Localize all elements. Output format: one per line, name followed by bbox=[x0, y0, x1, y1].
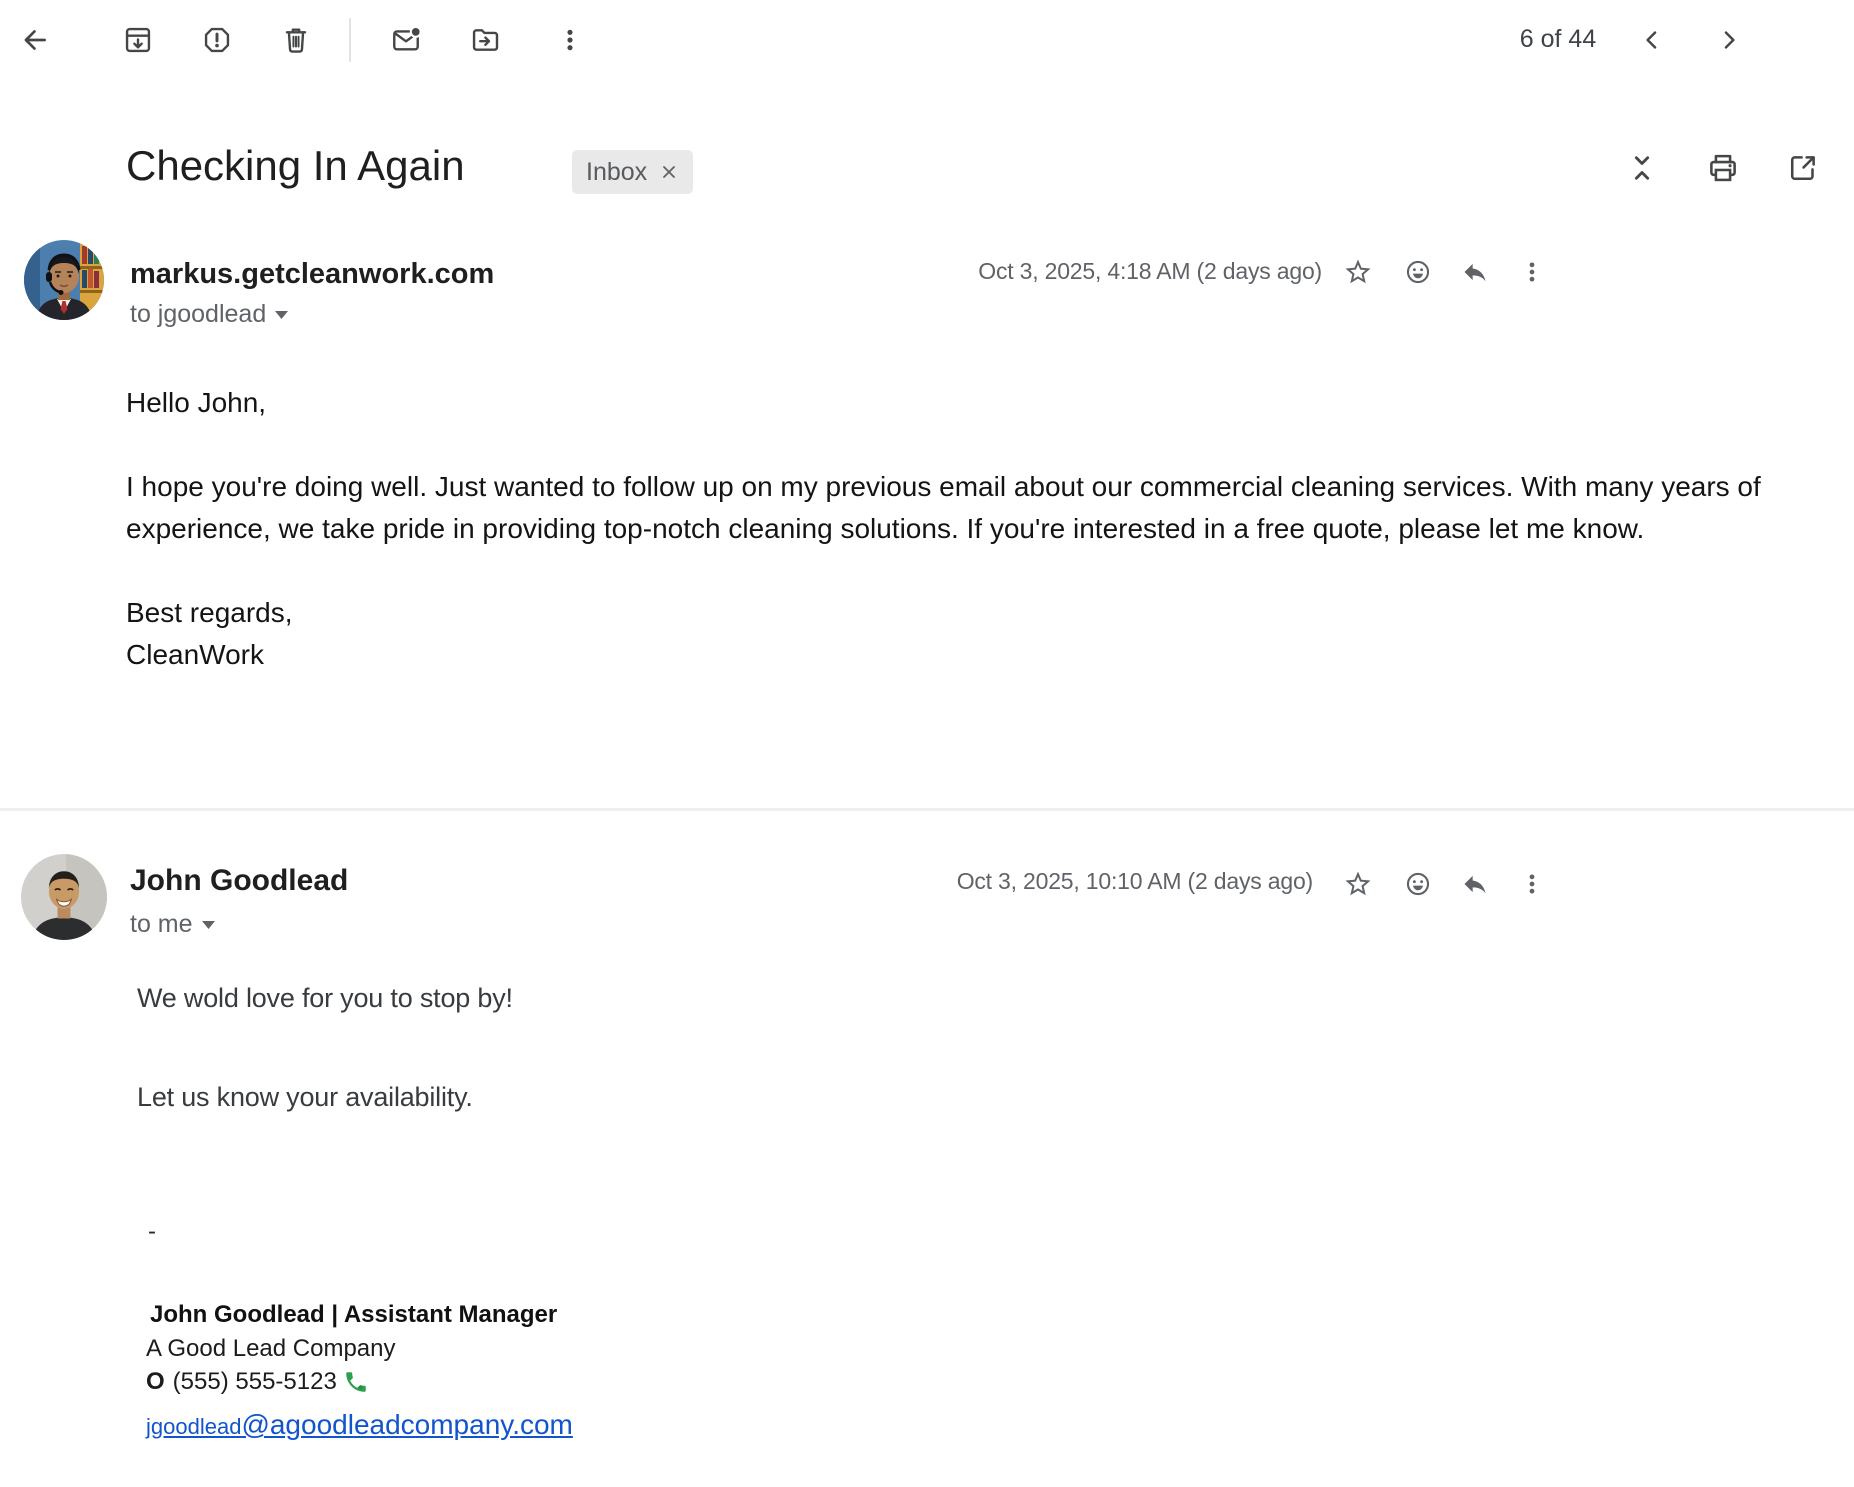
signature-email-link[interactable] bbox=[146, 1409, 573, 1441]
body-line: We wold love for you to stop by! bbox=[137, 983, 513, 1013]
reply-button[interactable] bbox=[1453, 862, 1497, 906]
delete-icon bbox=[280, 24, 312, 56]
toolbar-divider bbox=[349, 18, 351, 62]
report-spam-button[interactable] bbox=[193, 16, 241, 64]
recipient-details-toggle[interactable] bbox=[130, 300, 288, 329]
newer-conversation-button[interactable] bbox=[1628, 16, 1676, 64]
star-icon bbox=[1343, 257, 1373, 287]
signature-name-title: John Goodlead | Assistant Manager bbox=[150, 1301, 558, 1328]
signature-phone-number: (555) 555-5123 bbox=[172, 1368, 337, 1395]
message-date: Oct 3, 2025, 4:18 AM (2 days ago) bbox=[978, 258, 1322, 284]
inbox-label-chip[interactable] bbox=[572, 150, 693, 194]
signature-phone-line bbox=[146, 1365, 573, 1399]
thread-subject: Checking In Again bbox=[126, 142, 465, 189]
chevron-down-icon bbox=[202, 921, 215, 929]
chevron-left-icon bbox=[1639, 27, 1665, 53]
print-icon bbox=[1706, 151, 1740, 185]
move-to-button[interactable] bbox=[461, 16, 509, 64]
emoji-reaction-button[interactable] bbox=[1396, 250, 1440, 294]
email-user-part: jgoodlead bbox=[146, 1414, 242, 1439]
signature-block bbox=[146, 1298, 573, 1441]
body-paragraph: I hope you're doing well. Just wanted to follow up on my previous email about our commercial cleaning services. With many years of experience, we take pride in providing top-notch cleaning solutions. If you're interested in a free quote, please let me know. bbox=[126, 471, 1761, 544]
sender-avatar bbox=[21, 854, 107, 940]
message-body bbox=[137, 976, 513, 1119]
message-body bbox=[126, 382, 1774, 676]
phone-icon bbox=[343, 1369, 369, 1395]
signature-delimiter: - bbox=[148, 1218, 156, 1245]
star-icon bbox=[1343, 869, 1373, 899]
chevron-down-icon bbox=[275, 311, 288, 319]
emoji-reaction-icon bbox=[1404, 870, 1432, 898]
collapse-all-button[interactable] bbox=[1618, 144, 1666, 192]
signature-company: A Good Lead Company bbox=[146, 1335, 396, 1362]
inbox-label-text: Inbox bbox=[586, 157, 648, 186]
reply-icon bbox=[1461, 870, 1489, 898]
star-button[interactable] bbox=[1336, 250, 1380, 294]
email-domain-part: @agoodleadcompany.com bbox=[241, 1409, 573, 1440]
reply-icon bbox=[1461, 258, 1489, 286]
more-vert-icon bbox=[1519, 871, 1545, 897]
star-button[interactable] bbox=[1336, 862, 1380, 906]
emoji-reaction-icon bbox=[1404, 258, 1432, 286]
toolbar-more-button[interactable] bbox=[546, 16, 594, 64]
chevron-right-icon bbox=[1716, 27, 1742, 53]
message-more-button[interactable] bbox=[1510, 862, 1554, 906]
sender-avatar bbox=[24, 240, 104, 320]
body-line: Hello John, bbox=[126, 387, 267, 418]
back-button[interactable] bbox=[11, 16, 59, 64]
message-more-button[interactable] bbox=[1510, 250, 1554, 294]
report-spam-icon bbox=[201, 24, 233, 56]
collapse-all-icon bbox=[1625, 151, 1659, 185]
close-icon[interactable] bbox=[659, 162, 679, 182]
body-line: Best regards, bbox=[126, 597, 293, 628]
reply-button[interactable] bbox=[1453, 250, 1497, 294]
body-line: CleanWork bbox=[126, 639, 264, 670]
signature-phone-label: O bbox=[146, 1368, 165, 1395]
older-conversation-button[interactable] bbox=[1705, 16, 1753, 64]
print-button[interactable] bbox=[1699, 144, 1747, 192]
emoji-reaction-button[interactable] bbox=[1396, 862, 1440, 906]
archive-button[interactable] bbox=[114, 16, 162, 64]
back-icon bbox=[19, 24, 51, 56]
archive-icon bbox=[122, 24, 154, 56]
open-in-new-icon bbox=[1786, 151, 1820, 185]
recipient-line: to jgoodlead bbox=[130, 300, 267, 328]
message-date: Oct 3, 2025, 10:10 AM (2 days ago) bbox=[956, 868, 1313, 894]
mark-unread-icon bbox=[390, 24, 422, 56]
open-in-new-button[interactable] bbox=[1779, 144, 1827, 192]
more-vert-icon bbox=[556, 26, 584, 54]
more-vert-icon bbox=[1519, 259, 1545, 285]
recipient-details-toggle[interactable] bbox=[130, 910, 215, 939]
mark-unread-button[interactable] bbox=[382, 16, 430, 64]
message-sender: markus.getcleanwork.com bbox=[130, 258, 495, 290]
pagination-count: 6 of 44 bbox=[1519, 25, 1597, 53]
delete-button[interactable] bbox=[272, 16, 320, 64]
message-divider bbox=[0, 808, 1854, 811]
recipient-line: to me bbox=[130, 910, 193, 938]
message-sender: John Goodlead bbox=[130, 864, 349, 897]
move-to-icon bbox=[469, 24, 501, 56]
body-line: Let us know your availability. bbox=[137, 1082, 473, 1112]
